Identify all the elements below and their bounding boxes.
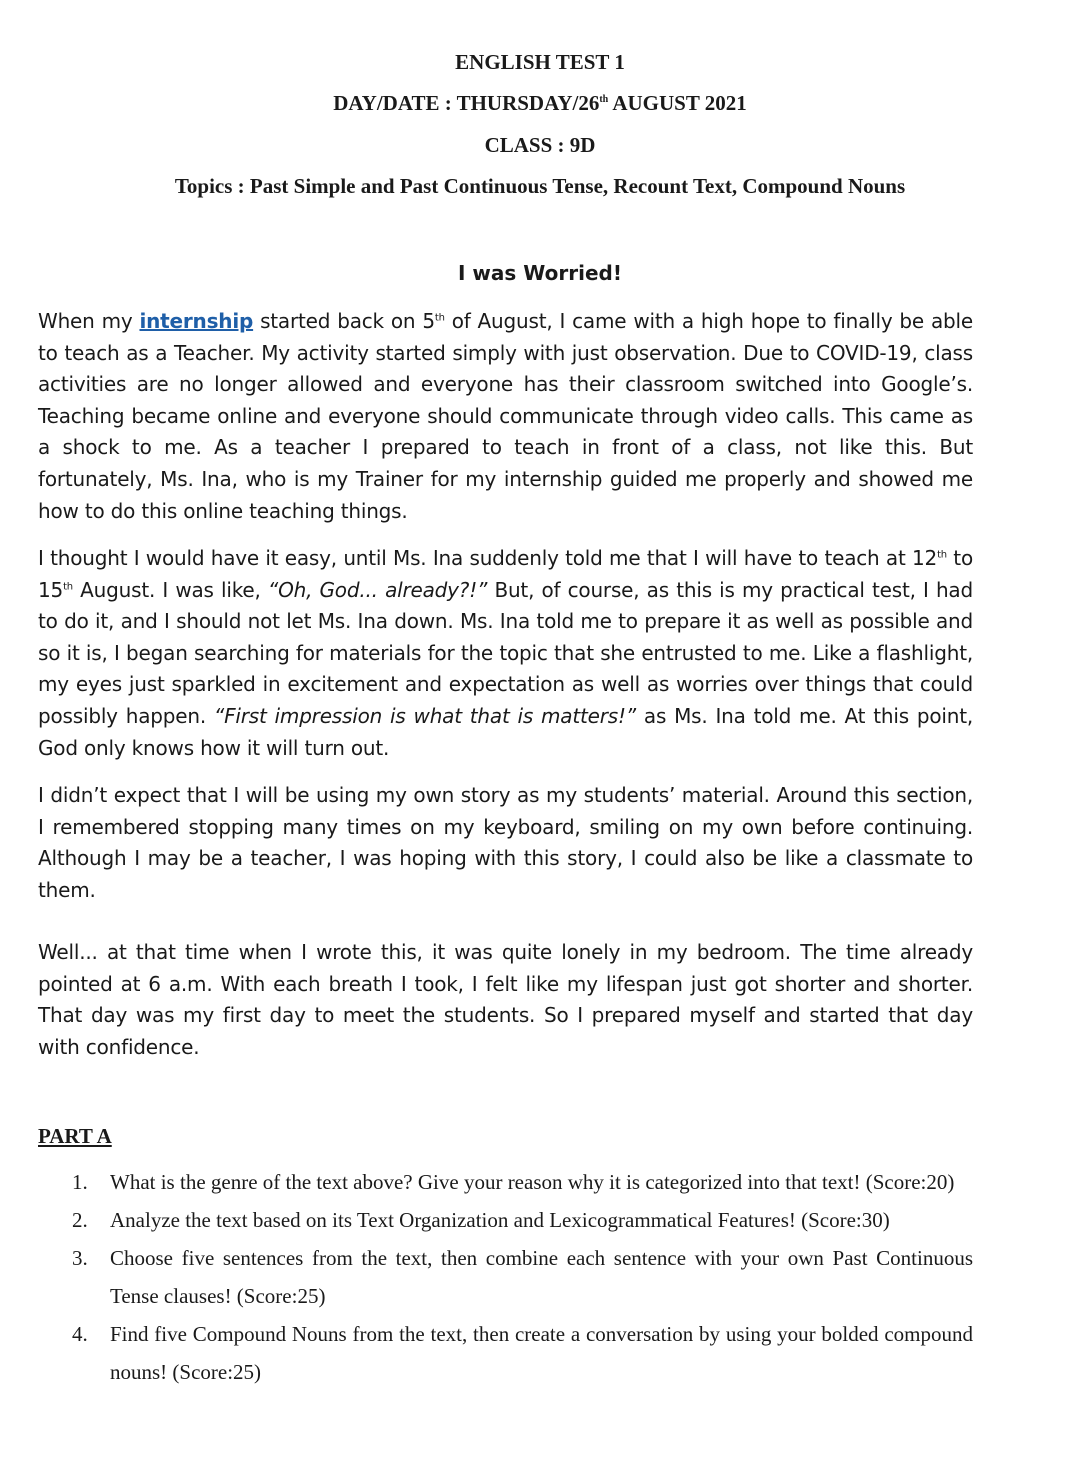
internship-link[interactable]: internship: [139, 309, 254, 333]
question-text: What is the genre of the text above? Give your reason why it is categorized into that text! (Score:20): [110, 1170, 955, 1194]
question-text: Analyze the text based on its Text Organization and Lexicogrammatical Features! (Score:30): [110, 1208, 890, 1232]
question-item: [72, 1315, 973, 1391]
question-text: Find five Compound Nouns from the text, then create a conversation by using your bolded compound nouns! (Score:25): [110, 1322, 973, 1384]
test-class: CLASS : 9D: [484, 133, 596, 157]
story-paragraph-3: I didn’t expect that I will be using my own story as my students’ material. Around this section, I remembered stopping many times on my keyboard, smiling on my own before continuing. Although I may be a teacher, I was hoping with this story, I could also be like a classmate to them.: [38, 783, 973, 902]
story-paragraph-1: When my internship started back on 5th of August, I came with a high hope to finally be able to teach as a Teacher. My activity started simply with just observation. Due to COVID-19, class activities are no longer allowed and everyone has their classroom switched into Google’s. Teaching became online and everyone should communicate through video calls. This came as a shock to me. As a teacher I prepared to teach in front of a class, not like this. But fortunately, Ms. Ina, who is my Trainer for my internship guided me properly and showed me how to do this online teaching things.: [38, 309, 974, 523]
question-list: [72, 1163, 973, 1391]
question-item: [72, 1239, 973, 1315]
story-paragraph-2: I thought I would have it easy, until Ms. Ina suddenly told me that I will have to teach at 12th to 15th August. I was like, “Oh, God... already?!” But, of course, as this is my practical test, I had to do it, and I should not let Ms. Ina down. Ms. Ina told me to prepare it as well as possible and so it is, I began searching for materials for the topic that she entrusted to me. Like a flashlight, my eyes just sparkled in excitement and expectation as well as worries over things that could possibly happen. “First impression is what that is matters!” as Ms. Ina told me. At this point, God only knows how it will turn out.: [38, 546, 973, 760]
test-date: DAY/DATE : THURSDAY/26th AUGUST 2021: [333, 91, 747, 115]
test-topics: Topics : Past Simple and Past Continuous Tense, Recount Text, Compound Nouns: [174, 174, 906, 198]
question-text: Choose five sentences from the text, then combine each sentence with your own Past Continuous Tense clauses! (Score:25): [110, 1246, 973, 1308]
question-number: 4.: [72, 1322, 88, 1346]
quote-first-impression: “First impression is what that is matters!”: [213, 703, 636, 728]
story-paragraph-4: Well... at that time when I wrote this, it was quite lonely in my bedroom. The time already pointed at 6 a.m. With each breath I took, I felt like my lifespan just got shorter and shorter. That day was my first day to meet the students. So I prepared myself and started that day with confidence.: [38, 940, 973, 1059]
test-title: ENGLISH TEST 1: [455, 50, 625, 74]
question-number: 1.: [72, 1170, 88, 1194]
story-title: I was Worried!: [458, 261, 622, 285]
quote-already: “Oh, God... already?!”: [267, 577, 488, 602]
part-a-title: PART A: [38, 1124, 112, 1148]
question-number: 3.: [72, 1246, 88, 1270]
question-number: 2.: [72, 1208, 88, 1232]
question-item: [72, 1201, 973, 1239]
question-item: [72, 1163, 973, 1201]
